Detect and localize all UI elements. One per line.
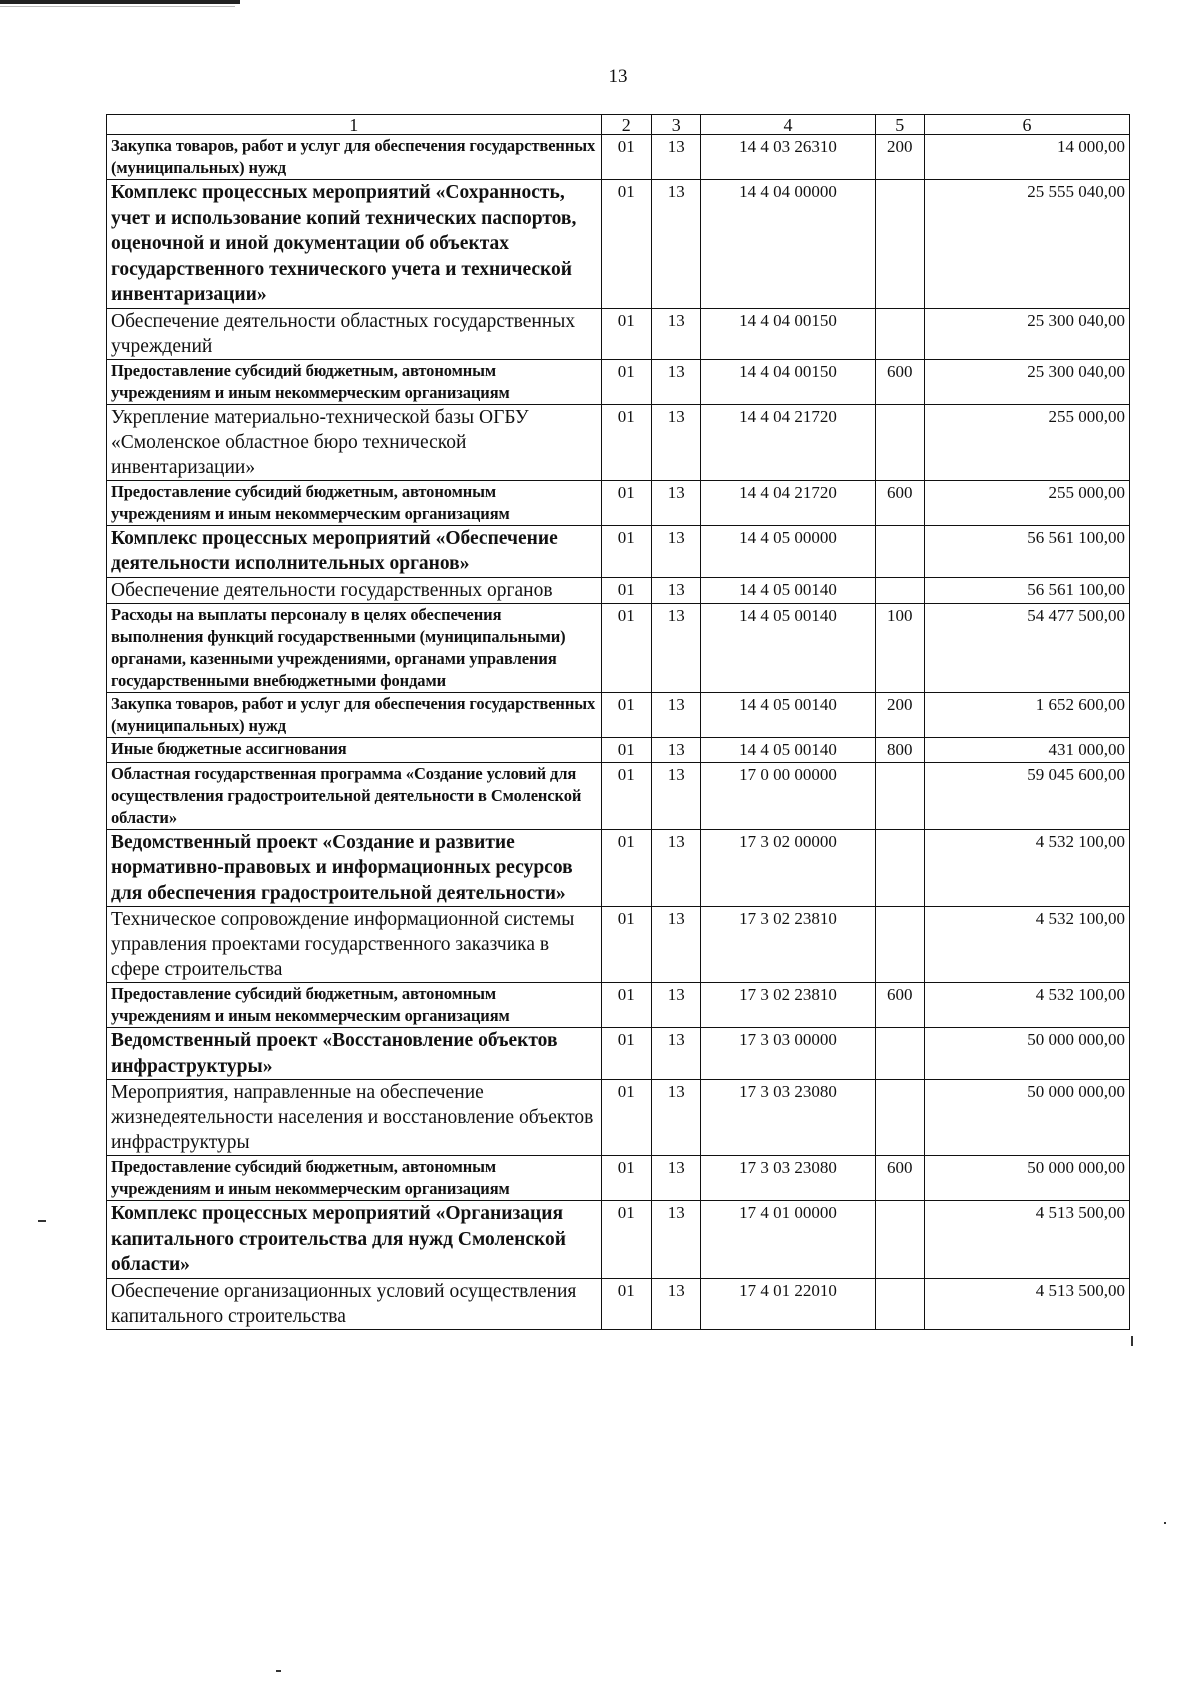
- row-target-code: 17 3 02 00000: [701, 829, 875, 907]
- table-row: [107, 1028, 1130, 1080]
- row-target-code: 17 3 02 23810: [701, 907, 875, 983]
- table-row: [107, 1278, 1130, 1329]
- row-name: Комплекс процессных мероприятий «Сохранность, учет и использование копий технических паспортов, оценочной и иной документации об объектах государственного технического учета и технической инвентаризации»: [107, 180, 602, 309]
- row-subsection: 13: [651, 692, 700, 737]
- row-expense-type: 800: [875, 737, 924, 762]
- table-row: [107, 983, 1130, 1028]
- table-row: [107, 480, 1130, 525]
- row-name: Ведомственный проект «Восстановление объектов инфраструктуры»: [107, 1028, 602, 1080]
- row-section: 01: [601, 1201, 651, 1279]
- row-subsection: 13: [651, 359, 700, 404]
- row-subsection: 13: [651, 135, 700, 180]
- row-section: 01: [601, 1028, 651, 1080]
- row-name: Комплекс процессных мероприятий «Обеспечение деятельности исполнительных органов»: [107, 525, 602, 577]
- header-col-5: 5: [875, 115, 924, 135]
- table-row: [107, 577, 1130, 603]
- row-amount: 56 561 100,00: [924, 525, 1129, 577]
- row-name: Иные бюджетные ассигнования: [107, 737, 602, 762]
- row-subsection: 13: [651, 577, 700, 603]
- row-name: Техническое сопровождение информационной системы управления проектами государственного заказчика в сфере строительства: [107, 907, 602, 983]
- table-row: [107, 359, 1130, 404]
- row-name: Ведомственный проект «Создание и развитие нормативно-правовых и информационных ресурсов для обеспечения градостроительной деятельности»: [107, 829, 602, 907]
- row-name: Мероприятия, направленные на обеспечение жизнедеятельности населения и восстановление объектов инфраструктуры: [107, 1080, 602, 1156]
- row-section: 01: [601, 404, 651, 480]
- row-expense-type: 600: [875, 359, 924, 404]
- row-section: 01: [601, 907, 651, 983]
- scan-edge-mark: [0, 0, 240, 4]
- row-amount: 50 000 000,00: [924, 1080, 1129, 1156]
- header-col-6: 6: [924, 115, 1129, 135]
- row-section: 01: [601, 603, 651, 692]
- row-subsection: 13: [651, 983, 700, 1028]
- row-amount: 50 000 000,00: [924, 1028, 1129, 1080]
- row-name: Обеспечение деятельности государственных органов: [107, 577, 602, 603]
- row-name: Закупка товаров, работ и услуг для обеспечения государственных (муниципальных) нужд: [107, 135, 602, 180]
- row-expense-type: [875, 907, 924, 983]
- row-expense-type: 100: [875, 603, 924, 692]
- row-amount: 255 000,00: [924, 404, 1129, 480]
- row-name: Обеспечение организационных условий осуществления капитального строительства: [107, 1278, 602, 1329]
- row-name: Предоставление субсидий бюджетным, автономным учреждениям и иным некоммерческим организациям: [107, 1156, 602, 1201]
- row-section: 01: [601, 737, 651, 762]
- table-row: [107, 737, 1130, 762]
- row-name: Предоставление субсидий бюджетным, автономным учреждениям и иным некоммерческим организациям: [107, 480, 602, 525]
- row-expense-type: 600: [875, 983, 924, 1028]
- row-subsection: 13: [651, 480, 700, 525]
- row-subsection: 13: [651, 1028, 700, 1080]
- table-row: [107, 525, 1130, 577]
- header-col-2: 2: [601, 115, 651, 135]
- row-amount: 25 300 040,00: [924, 359, 1129, 404]
- row-subsection: 13: [651, 308, 700, 359]
- row-expense-type: [875, 1028, 924, 1080]
- row-subsection: 13: [651, 180, 700, 309]
- row-expense-type: [875, 1201, 924, 1279]
- row-subsection: 13: [651, 829, 700, 907]
- row-subsection: 13: [651, 762, 700, 829]
- row-target-code: 17 3 03 23080: [701, 1156, 875, 1201]
- row-expense-type: [875, 829, 924, 907]
- budget-table: [106, 114, 1130, 1330]
- row-amount: 4 513 500,00: [924, 1201, 1129, 1279]
- row-expense-type: [875, 308, 924, 359]
- row-name: Предоставление субсидий бюджетным, автономным учреждениям и иным некоммерческим организациям: [107, 359, 602, 404]
- row-expense-type: 200: [875, 135, 924, 180]
- row-section: 01: [601, 135, 651, 180]
- row-expense-type: 600: [875, 1156, 924, 1201]
- row-section: 01: [601, 577, 651, 603]
- row-expense-type: [875, 525, 924, 577]
- row-expense-type: [875, 762, 924, 829]
- row-name: Расходы на выплаты персоналу в целях обеспечения выполнения функций государственными (муниципальными) органами, казенными учреждениями, органами управления государственными внебюджетными фондами: [107, 603, 602, 692]
- row-target-code: 17 4 01 00000: [701, 1201, 875, 1279]
- table-row: [107, 1080, 1130, 1156]
- row-subsection: 13: [651, 603, 700, 692]
- row-target-code: 14 4 04 00150: [701, 308, 875, 359]
- scan-speck: [276, 1670, 281, 1672]
- row-amount: 1 652 600,00: [924, 692, 1129, 737]
- row-amount: 54 477 500,00: [924, 603, 1129, 692]
- row-expense-type: [875, 180, 924, 309]
- table-row: [107, 1156, 1130, 1201]
- row-target-code: 14 4 04 21720: [701, 480, 875, 525]
- scan-speck: [1164, 1522, 1166, 1524]
- row-target-code: 14 4 05 00140: [701, 692, 875, 737]
- header-col-4: 4: [701, 115, 875, 135]
- row-amount: 4 532 100,00: [924, 829, 1129, 907]
- row-expense-type: [875, 1278, 924, 1329]
- row-target-code: 14 4 04 21720: [701, 404, 875, 480]
- row-target-code: 14 4 04 00150: [701, 359, 875, 404]
- row-amount: 56 561 100,00: [924, 577, 1129, 603]
- row-section: 01: [601, 1278, 651, 1329]
- row-target-code: 14 4 05 00140: [701, 577, 875, 603]
- header-row: [107, 115, 1130, 135]
- row-amount: 50 000 000,00: [924, 1156, 1129, 1201]
- row-section: 01: [601, 525, 651, 577]
- row-section: 01: [601, 1080, 651, 1156]
- row-subsection: 13: [651, 404, 700, 480]
- row-section: 01: [601, 308, 651, 359]
- row-amount: 4 532 100,00: [924, 907, 1129, 983]
- row-subsection: 13: [651, 907, 700, 983]
- row-amount: 4 513 500,00: [924, 1278, 1129, 1329]
- header-col-1: 1: [107, 115, 602, 135]
- row-section: 01: [601, 180, 651, 309]
- table-row: [107, 762, 1130, 829]
- scan-speck: [38, 1220, 46, 1222]
- row-section: 01: [601, 480, 651, 525]
- row-amount: 25 555 040,00: [924, 180, 1129, 309]
- row-target-code: 14 4 05 00000: [701, 525, 875, 577]
- row-target-code: 17 4 01 22010: [701, 1278, 875, 1329]
- row-subsection: 13: [651, 1201, 700, 1279]
- row-target-code: 14 4 05 00140: [701, 737, 875, 762]
- table-row: [107, 404, 1130, 480]
- scan-speck: [1131, 1336, 1133, 1346]
- row-amount: 431 000,00: [924, 737, 1129, 762]
- page-number: 13: [608, 66, 628, 87]
- row-expense-type: [875, 404, 924, 480]
- table-row: [107, 135, 1130, 180]
- row-amount: 25 300 040,00: [924, 308, 1129, 359]
- row-amount: 4 532 100,00: [924, 983, 1129, 1028]
- row-name: Обеспечение деятельности областных государственных учреждений: [107, 308, 602, 359]
- row-target-code: 17 3 02 23810: [701, 983, 875, 1028]
- row-expense-type: 600: [875, 480, 924, 525]
- row-section: 01: [601, 692, 651, 737]
- row-name: Укрепление материально-технической базы ОГБУ «Смоленское областное бюро технической инвентаризации»: [107, 404, 602, 480]
- row-subsection: 13: [651, 525, 700, 577]
- row-name: Областная государственная программа «Создание условий для осуществления градостроительной деятельности в Смоленской области»: [107, 762, 602, 829]
- row-expense-type: [875, 577, 924, 603]
- row-target-code: 14 4 03 26310: [701, 135, 875, 180]
- row-section: 01: [601, 1156, 651, 1201]
- row-name: Комплекс процессных мероприятий «Организация капитального строительства для нужд Смоленской области»: [107, 1201, 602, 1279]
- header-col-3: 3: [651, 115, 700, 135]
- row-amount: 59 045 600,00: [924, 762, 1129, 829]
- row-section: 01: [601, 359, 651, 404]
- row-name: Предоставление субсидий бюджетным, автономным учреждениям и иным некоммерческим организациям: [107, 983, 602, 1028]
- row-expense-type: [875, 1080, 924, 1156]
- row-name: Закупка товаров, работ и услуг для обеспечения государственных (муниципальных) нужд: [107, 692, 602, 737]
- row-subsection: 13: [651, 1156, 700, 1201]
- table-row: [107, 603, 1130, 692]
- row-amount: 14 000,00: [924, 135, 1129, 180]
- row-target-code: 14 4 05 00140: [701, 603, 875, 692]
- row-target-code: 14 4 04 00000: [701, 180, 875, 309]
- row-target-code: 17 3 03 00000: [701, 1028, 875, 1080]
- table-row: [107, 180, 1130, 309]
- table-row: [107, 1201, 1130, 1279]
- table-row: [107, 829, 1130, 907]
- row-subsection: 13: [651, 737, 700, 762]
- row-target-code: 17 3 03 23080: [701, 1080, 875, 1156]
- table-row: [107, 692, 1130, 737]
- row-expense-type: 200: [875, 692, 924, 737]
- row-amount: 255 000,00: [924, 480, 1129, 525]
- row-section: 01: [601, 762, 651, 829]
- row-subsection: 13: [651, 1080, 700, 1156]
- row-section: 01: [601, 983, 651, 1028]
- table-row: [107, 308, 1130, 359]
- row-subsection: 13: [651, 1278, 700, 1329]
- row-section: 01: [601, 829, 651, 907]
- row-target-code: 17 0 00 00000: [701, 762, 875, 829]
- table-row: [107, 907, 1130, 983]
